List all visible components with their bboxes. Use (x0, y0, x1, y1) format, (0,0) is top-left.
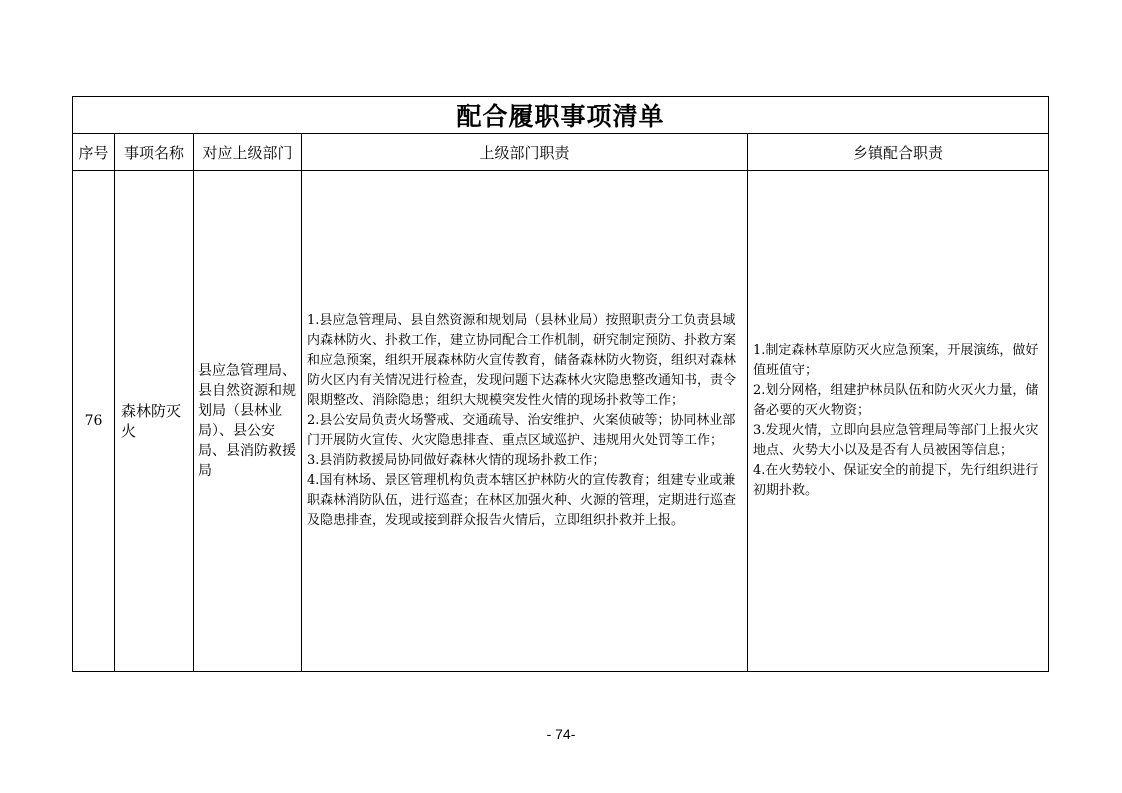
header-dept: 对应上级部门 (194, 134, 302, 171)
header-row (73, 134, 1049, 171)
header-no: 序号 (73, 134, 115, 171)
page-number: - 74- (546, 726, 576, 742)
dept-duty-item: 1.县应急管理局、县自然资源和规划局（县林业局）按照职责分工负责县域内森林防火、扑救工作，建立协同配合工作机制，研究制定预防、扑救方案和应急预案，组织开展森林防火宣传教育，储备森林防火物资，组织对森林防火区内有关情况进行检查，发现问题下达森林火灾隐患整改通知书，责令限期整改、消除隐患；组织大规模突发性火情的现场扑救等工作； (307, 313, 737, 408)
header-town-duty: 乡镇配合职责 (748, 134, 1049, 171)
header-dept-duty: 上级部门职责 (302, 134, 748, 171)
title-row (73, 97, 1049, 134)
duty-table (72, 96, 1049, 672)
table-title: 配合履职事项清单 (73, 97, 1049, 134)
town-duty-item: 2.划分网格，组建护林员队伍和防火灭火力量，储备必要的灭火物资； (753, 383, 1039, 418)
row-town-duties (748, 171, 1049, 672)
dept-duty-item: 4.国有林场、景区管理机构负责本辖区护林防火的宣传教育；组建专业或兼职森林消防队伍，进行巡查；在林区加强火种、火源的管理，定期进行巡查及隐患排查，发现或接到群众报告火情后，立即组织扑救并上报。 (307, 473, 737, 528)
row-dept: 县应急管理局、县自然资源和规划局（县林业局）、县公安局、县消防救援局 (194, 171, 302, 672)
row-dept-duties (302, 171, 748, 672)
town-duty-item: 4.在火势较小、保证安全的前提下，先行组织进行初期扑救。 (753, 463, 1039, 498)
town-duty-item: 3.发现火情，立即向县应急管理局等部门上报火灾地点、火势大小以及是否有人员被困等信息； (753, 423, 1039, 458)
dept-duty-item: 3.县消防救援局协同做好森林火情的现场扑救工作； (307, 453, 606, 468)
row-item-name: 森林防灭火 (115, 171, 194, 672)
table-row (73, 171, 1049, 672)
header-item-name: 事项名称 (115, 134, 194, 171)
row-no: 76 (73, 171, 115, 672)
dept-duty-item: 2.县公安局负责火场警戒、交通疏导、治安维护、火案侦破等；协同林业部门开展防火宣传、火灾隐患排查、重点区域巡护、违规用火处罚等工作； (307, 413, 736, 448)
town-duty-item: 1.制定森林草原防灭火应急预案，开展演练，做好值班值守； (753, 343, 1039, 378)
